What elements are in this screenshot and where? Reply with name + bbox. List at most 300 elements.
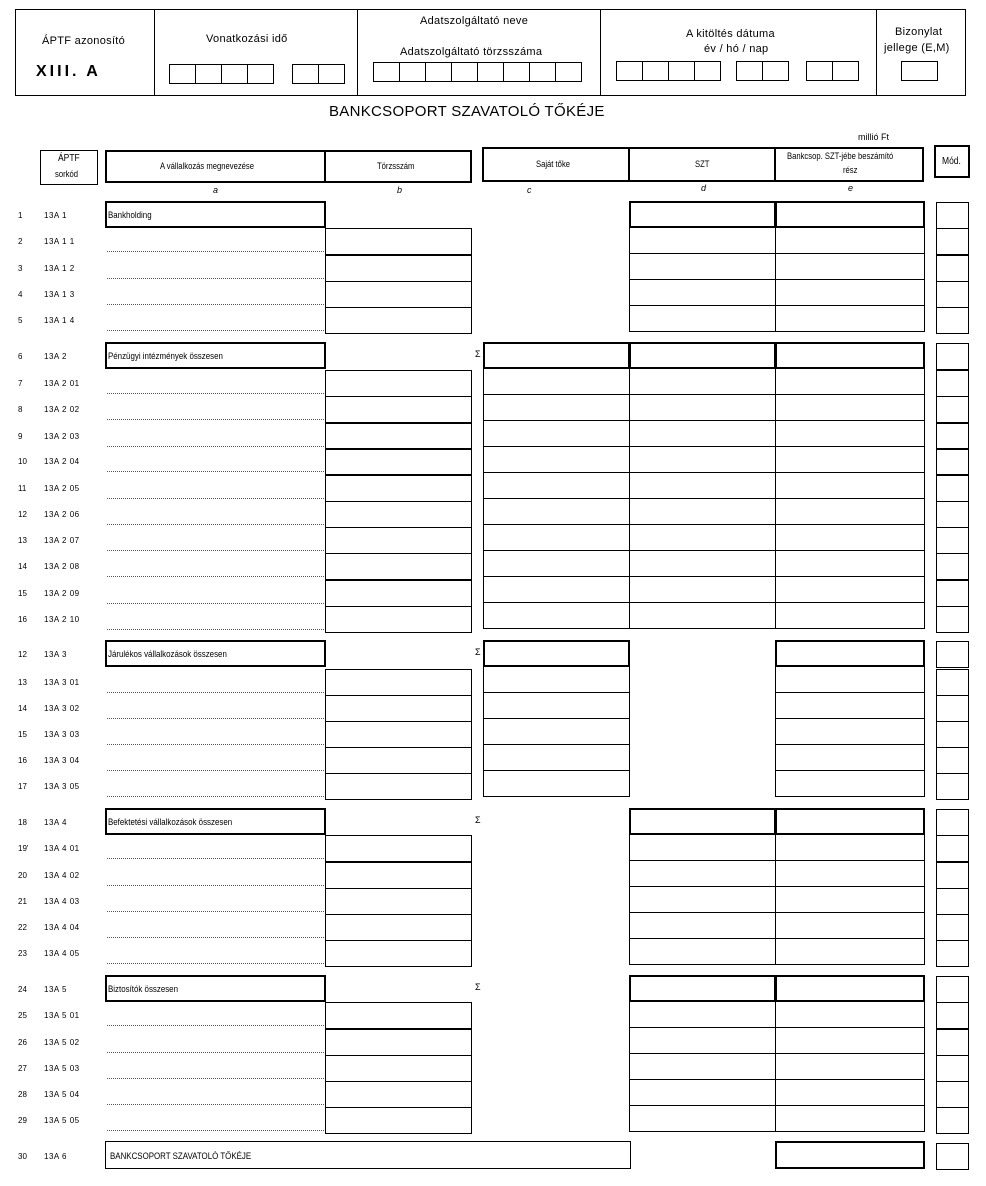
- mod-cell[interactable]: [936, 501, 969, 528]
- torzsszam-digit-box[interactable]: [555, 62, 582, 82]
- row-number: 7: [18, 379, 23, 388]
- torzsszam-cell[interactable]: [325, 721, 472, 748]
- row-number: 10: [18, 457, 27, 466]
- company-name-line[interactable]: [107, 446, 324, 447]
- col-e-total-cell[interactable]: [775, 640, 925, 667]
- torzsszam-cell[interactable]: [325, 888, 472, 915]
- col-e-total-cell[interactable]: [775, 808, 925, 835]
- row-sorkod: 13A 2 09: [44, 589, 80, 598]
- row-sorkod: 13A 2 01: [44, 379, 80, 388]
- torzsszam-cell[interactable]: [325, 370, 472, 397]
- mod-cell[interactable]: [936, 370, 969, 397]
- mod-cell[interactable]: [936, 527, 969, 554]
- col-d-cell[interactable]: [629, 912, 776, 939]
- torzsszam-cell[interactable]: [325, 1029, 472, 1056]
- col-e-cell[interactable]: [775, 305, 925, 332]
- torzsszam-cell[interactable]: [325, 669, 472, 696]
- company-name-line[interactable]: [107, 419, 324, 420]
- mod-cell[interactable]: [936, 396, 969, 423]
- col-d-cell[interactable]: [629, 886, 776, 913]
- col-c-cell[interactable]: [483, 770, 630, 797]
- company-name-line[interactable]: [107, 963, 324, 964]
- col-d-total-cell[interactable]: [629, 975, 776, 1002]
- company-name-line[interactable]: [107, 885, 324, 886]
- vonatkozasi-month-box[interactable]: [318, 64, 345, 84]
- col-d-cell[interactable]: [629, 524, 776, 551]
- vonatkozasi-year-box[interactable]: [169, 64, 196, 84]
- mod-cell[interactable]: [936, 1029, 969, 1056]
- col-d-cell[interactable]: [629, 446, 776, 473]
- company-name-line[interactable]: [107, 744, 324, 745]
- torzsszam-digit-box[interactable]: [451, 62, 478, 82]
- section-label: Pénzügyi intézmények összesen: [108, 351, 223, 361]
- col-d-cell[interactable]: [629, 834, 776, 861]
- row-number: 18: [18, 818, 27, 827]
- col-d-cell[interactable]: [629, 1001, 776, 1028]
- bizonylat-jellege-label: jellege (E,M): [884, 42, 950, 54]
- header-divider: [876, 9, 877, 96]
- torzsszam-cell[interactable]: [325, 773, 472, 800]
- row-number: 11: [18, 484, 27, 493]
- mod-cell[interactable]: [936, 888, 969, 915]
- kitoltes-datum-sub: év / hó / nap: [704, 43, 769, 55]
- col-e-cell[interactable]: [775, 394, 925, 421]
- kitoltes-month-box[interactable]: [736, 61, 763, 81]
- col-d-label: SZT: [695, 159, 710, 169]
- col-d-cell[interactable]: [629, 938, 776, 965]
- torzsszam-digit-box[interactable]: [477, 62, 504, 82]
- row-sorkod: 13A 2 04: [44, 457, 80, 466]
- row-sorkod: 13A 1 3: [44, 290, 75, 299]
- torzsszam-digit-box[interactable]: [503, 62, 530, 82]
- row-number: 16: [18, 756, 27, 765]
- unit-label: millió Ft: [858, 132, 889, 142]
- torzsszam-cell[interactable]: [325, 527, 472, 554]
- mod-cell[interactable]: [936, 606, 969, 633]
- row-sorkod: 13A 5 02: [44, 1038, 80, 1047]
- row-sorkod: 13A 3 05: [44, 782, 80, 791]
- kitoltes-month-box[interactable]: [762, 61, 789, 81]
- mod-cell[interactable]: [936, 809, 969, 836]
- company-name-line[interactable]: [107, 304, 324, 305]
- mod-cell[interactable]: [936, 228, 969, 255]
- company-name-line[interactable]: [107, 692, 324, 693]
- col-letter-d: d: [701, 183, 707, 193]
- col-e-cell[interactable]: [775, 770, 925, 797]
- bizonylat-jelleg-box[interactable]: [901, 61, 938, 81]
- row-sorkod: 13A 4 04: [44, 923, 80, 932]
- sigma-symbol: Σ: [475, 982, 481, 992]
- mod-cell[interactable]: [936, 255, 969, 282]
- col-e-cell[interactable]: [775, 227, 925, 254]
- torzsszam-cell[interactable]: [325, 914, 472, 941]
- col-d-total-cell[interactable]: [629, 342, 776, 369]
- adatszolgaltato-neve-label: Adatszolgáltató neve: [420, 15, 529, 27]
- company-name-line[interactable]: [107, 1130, 324, 1131]
- vonatkozasi-year-box[interactable]: [247, 64, 274, 84]
- col-c-total-cell[interactable]: [483, 640, 630, 667]
- col-e-cell[interactable]: [775, 576, 925, 603]
- row-number: 6: [18, 352, 23, 361]
- col-e-cell[interactable]: [775, 886, 925, 913]
- col-d-cell[interactable]: [629, 394, 776, 421]
- mod-cell[interactable]: [936, 580, 969, 607]
- col-d-cell[interactable]: [629, 368, 776, 395]
- row-number: 23: [18, 949, 27, 958]
- col-d-cell[interactable]: [629, 1027, 776, 1054]
- adatszolgaltato-torzsszam-label: Adatszolgáltató törzsszáma: [400, 46, 543, 58]
- company-name-line[interactable]: [107, 911, 324, 912]
- row-number: 16: [18, 615, 27, 624]
- mod-cell[interactable]: [936, 669, 969, 696]
- row-sorkod: 13A 2: [44, 352, 67, 361]
- torzsszam-cell[interactable]: [325, 580, 472, 607]
- kitoltes-year-box[interactable]: [642, 61, 669, 81]
- mod-cell[interactable]: [936, 1002, 969, 1029]
- row-number: 15: [18, 730, 27, 739]
- mod-cell[interactable]: [936, 1081, 969, 1108]
- col-c-cell[interactable]: [483, 602, 630, 629]
- col-d-cell[interactable]: [629, 472, 776, 499]
- company-name-line[interactable]: [107, 393, 324, 394]
- row-number: 12: [18, 650, 27, 659]
- row-number: 20: [18, 871, 27, 880]
- col-c-cell[interactable]: [483, 420, 630, 447]
- row-number: 15: [18, 589, 27, 598]
- row-number: 3: [18, 264, 23, 273]
- company-name-line[interactable]: [107, 770, 324, 771]
- col-e-total-cell[interactable]: [775, 975, 925, 1002]
- row-sorkod: 13A 1: [44, 211, 67, 220]
- total-e-cell[interactable]: [775, 1141, 925, 1169]
- col-c-cell[interactable]: [483, 472, 630, 499]
- torzsszam-digit-box[interactable]: [373, 62, 400, 82]
- torzsszam-cell[interactable]: [325, 747, 472, 774]
- torzsszam-cell[interactable]: [325, 606, 472, 633]
- page-title: BANKCSOPORT SZAVATOLÓ TŐKÉJE: [329, 103, 605, 120]
- col-letter-e: e: [848, 183, 854, 193]
- mod-cell[interactable]: [936, 202, 969, 229]
- mod-cell[interactable]: [936, 1143, 969, 1170]
- header-divider: [600, 9, 601, 96]
- company-name-line[interactable]: [107, 278, 324, 279]
- col-header-divider: [628, 147, 630, 182]
- col-c-cell[interactable]: [483, 498, 630, 525]
- col-e-cell[interactable]: [775, 602, 925, 629]
- row-sorkod: 13A 4 05: [44, 949, 80, 958]
- col-e-cell[interactable]: [775, 718, 925, 745]
- company-name-line[interactable]: [107, 330, 324, 331]
- row-sorkod: 13A 2 02: [44, 405, 80, 414]
- row-number: 28: [18, 1090, 27, 1099]
- col-d-total-cell[interactable]: [629, 808, 776, 835]
- col-d-cell[interactable]: [629, 576, 776, 603]
- row-sorkod: 13A 2 05: [44, 484, 80, 493]
- col-e-label: Bankcsop. SZT-jébe beszámító: [787, 151, 894, 161]
- vonatkozasi-year-box[interactable]: [195, 64, 222, 84]
- aptf-id-label: ÁPTF azonosító: [42, 35, 126, 47]
- mod-cell[interactable]: [936, 747, 969, 774]
- mod-cell[interactable]: [936, 721, 969, 748]
- col-header-divider: [774, 147, 776, 182]
- row-sorkod: 13A 5 01: [44, 1011, 80, 1020]
- mod-cell[interactable]: [936, 1055, 969, 1082]
- mod-cell[interactable]: [936, 641, 969, 668]
- torzsszam-cell[interactable]: [325, 1055, 472, 1082]
- col-letter-b: b: [397, 185, 403, 195]
- torzsszam-cell[interactable]: [325, 501, 472, 528]
- col-c-cell[interactable]: [483, 368, 630, 395]
- company-name-line[interactable]: [107, 629, 324, 630]
- torzsszam-cell[interactable]: [325, 255, 472, 282]
- company-name-line[interactable]: [107, 498, 324, 499]
- col-e-cell[interactable]: [775, 860, 925, 887]
- row-sorkod: 13A 3 03: [44, 730, 80, 739]
- kitoltes-year-box[interactable]: [694, 61, 721, 81]
- row-sorkod: 13A 5 05: [44, 1116, 80, 1125]
- row-number: 30: [18, 1152, 27, 1161]
- row-number: 14: [18, 562, 27, 571]
- row-number: 25: [18, 1011, 27, 1020]
- col-a-label: A vállalkozás megnevezése: [160, 161, 254, 171]
- mod-cell[interactable]: [936, 448, 969, 475]
- mod-cell[interactable]: [936, 695, 969, 722]
- row-number: 13: [18, 536, 27, 545]
- company-name-line[interactable]: [107, 550, 324, 551]
- header-divider: [154, 9, 155, 96]
- col-e-cell[interactable]: [775, 1105, 925, 1132]
- mod-cell[interactable]: [936, 835, 969, 862]
- row-sorkod: 13A 3 02: [44, 704, 80, 713]
- col-e-cell[interactable]: [775, 1079, 925, 1106]
- col-e-cell[interactable]: [775, 938, 925, 965]
- total-row-label: BANKCSOPORT SZAVATOLÓ TŐKÉJE: [110, 1151, 252, 1161]
- col-c-cell[interactable]: [483, 576, 630, 603]
- col-c-cell[interactable]: [483, 666, 630, 693]
- col-e-cell[interactable]: [775, 472, 925, 499]
- torzsszam-cell[interactable]: [325, 281, 472, 308]
- section-label: Biztosítók összesen: [108, 984, 179, 994]
- col-e-cell[interactable]: [775, 253, 925, 280]
- kitoltes-day-box[interactable]: [832, 61, 859, 81]
- col-d-cell[interactable]: [629, 227, 776, 254]
- col-e-cell[interactable]: [775, 550, 925, 577]
- aptf-id-value: XIII. A: [36, 63, 101, 80]
- torzsszam-cell[interactable]: [325, 1081, 472, 1108]
- company-name-line[interactable]: [107, 576, 324, 577]
- row-number: 4: [18, 290, 23, 299]
- company-name-line[interactable]: [107, 718, 324, 719]
- col-d-cell[interactable]: [629, 602, 776, 629]
- row-number: 19': [18, 844, 29, 853]
- company-name-line[interactable]: [107, 524, 324, 525]
- torzsszam-cell[interactable]: [325, 396, 472, 423]
- col-d-cell[interactable]: [629, 860, 776, 887]
- mod-cell[interactable]: [936, 281, 969, 308]
- col-c-cell[interactable]: [483, 744, 630, 771]
- col-e-cell[interactable]: [775, 692, 925, 719]
- mod-cell[interactable]: [936, 976, 969, 1003]
- sigma-symbol: Σ: [475, 647, 481, 657]
- torzsszam-digit-box[interactable]: [399, 62, 426, 82]
- torzsszam-cell[interactable]: [325, 835, 472, 862]
- col-e-cell[interactable]: [775, 446, 925, 473]
- col-d-cell[interactable]: [629, 305, 776, 332]
- row-sorkod: 13A 4: [44, 818, 67, 827]
- row-number: 17: [18, 782, 27, 791]
- col-e-total-cell[interactable]: [775, 201, 925, 228]
- col-mod-label: Mód.: [942, 156, 961, 167]
- kitoltes-day-box[interactable]: [806, 61, 833, 81]
- company-name-line[interactable]: [107, 796, 324, 797]
- col-d-cell[interactable]: [629, 1053, 776, 1080]
- col-d-cell[interactable]: [629, 253, 776, 280]
- company-name-line[interactable]: [107, 251, 324, 252]
- torzsszam-digit-box[interactable]: [529, 62, 556, 82]
- mod-cell[interactable]: [936, 343, 969, 370]
- kitoltes-datum-label: A kitöltés dátuma: [686, 28, 775, 40]
- row-sorkod: 13A 2 06: [44, 510, 80, 519]
- col-e-cell[interactable]: [775, 498, 925, 525]
- row-number: 8: [18, 405, 23, 414]
- row-sorkod: 13A 2 07: [44, 536, 80, 545]
- mod-cell[interactable]: [936, 773, 969, 800]
- sigma-symbol: Σ: [475, 815, 481, 825]
- kitoltes-year-box[interactable]: [616, 61, 643, 81]
- row-number: 21: [18, 897, 27, 906]
- row-sorkod: 13A 4 03: [44, 897, 80, 906]
- col-e-cell[interactable]: [775, 368, 925, 395]
- col-e-cell[interactable]: [775, 420, 925, 447]
- row-number: 13: [18, 678, 27, 687]
- company-name-line[interactable]: [107, 937, 324, 938]
- company-name-line[interactable]: [107, 1052, 324, 1053]
- torzsszam-cell[interactable]: [325, 1002, 472, 1029]
- col-d-cell[interactable]: [629, 1105, 776, 1132]
- vonatkozasi-year-box[interactable]: [221, 64, 248, 84]
- torzsszam-cell[interactable]: [325, 307, 472, 334]
- col-c-cell[interactable]: [483, 718, 630, 745]
- torzsszam-cell[interactable]: [325, 448, 472, 475]
- col-d-cell[interactable]: [629, 420, 776, 447]
- torzsszam-digit-box[interactable]: [425, 62, 452, 82]
- row-number: 9: [18, 432, 23, 441]
- row-sorkod: 13A 3: [44, 650, 67, 659]
- col-b-label: Törzsszám: [377, 161, 415, 171]
- col-e-cell[interactable]: [775, 524, 925, 551]
- col-e-cell[interactable]: [775, 666, 925, 693]
- bizonylat-label: Bizonylat: [895, 26, 943, 38]
- company-name-line[interactable]: [107, 1078, 324, 1079]
- col-d-total-cell[interactable]: [629, 201, 776, 228]
- row-sorkod: 13A 5 03: [44, 1064, 80, 1073]
- row-sorkod: 13A 1 1: [44, 237, 75, 246]
- col-e-cell[interactable]: [775, 1053, 925, 1080]
- company-name-line[interactable]: [107, 1025, 324, 1026]
- row-number: 12: [18, 510, 27, 519]
- col-sorkod-label: sorkód: [55, 169, 78, 179]
- col-e-cell[interactable]: [775, 279, 925, 306]
- col-letter-c: c: [527, 185, 532, 195]
- header-divider: [357, 9, 358, 96]
- row-sorkod: 13A 4 01: [44, 844, 80, 853]
- torzsszam-cell[interactable]: [325, 423, 472, 450]
- vonatkozasi-ido-label: Vonatkozási idő: [206, 33, 288, 45]
- row-number: 1: [18, 211, 23, 220]
- mod-cell[interactable]: [936, 553, 969, 580]
- torzsszam-cell[interactable]: [325, 862, 472, 889]
- col-d-cell[interactable]: [629, 498, 776, 525]
- torzsszam-cell[interactable]: [325, 695, 472, 722]
- vonatkozasi-month-box[interactable]: [292, 64, 319, 84]
- col-d-cell[interactable]: [629, 1079, 776, 1106]
- row-sorkod: 13A 6: [44, 1152, 67, 1161]
- row-sorkod: 13A 5 04: [44, 1090, 80, 1099]
- torzsszam-cell[interactable]: [325, 940, 472, 967]
- row-sorkod: 13A 1 4: [44, 316, 75, 325]
- col-d-cell[interactable]: [629, 279, 776, 306]
- torzsszam-cell[interactable]: [325, 228, 472, 255]
- row-number: 14: [18, 704, 27, 713]
- col-e-total-cell[interactable]: [775, 342, 925, 369]
- row-sorkod: 13A 5: [44, 985, 67, 994]
- col-c-label: Saját tőke: [536, 159, 571, 169]
- mod-cell[interactable]: [936, 307, 969, 334]
- mod-cell[interactable]: [936, 862, 969, 889]
- kitoltes-year-box[interactable]: [668, 61, 695, 81]
- company-name-line[interactable]: [107, 858, 324, 859]
- torzsszam-cell[interactable]: [325, 553, 472, 580]
- company-name-line[interactable]: [107, 471, 324, 472]
- row-number: 22: [18, 923, 27, 932]
- col-c-cell[interactable]: [483, 446, 630, 473]
- col-c-cell[interactable]: [483, 524, 630, 551]
- col-c-cell[interactable]: [483, 692, 630, 719]
- mod-cell[interactable]: [936, 423, 969, 450]
- col-c-total-cell[interactable]: [483, 342, 630, 369]
- mod-cell[interactable]: [936, 940, 969, 967]
- col-e-cell[interactable]: [775, 912, 925, 939]
- col-e-cell[interactable]: [775, 1001, 925, 1028]
- col-letter-a: a: [213, 185, 219, 195]
- row-number: 5: [18, 316, 23, 325]
- company-name-line[interactable]: [107, 603, 324, 604]
- section-label: Bankholding: [108, 210, 152, 220]
- mod-cell[interactable]: [936, 914, 969, 941]
- mod-cell[interactable]: [936, 475, 969, 502]
- torzsszam-cell[interactable]: [325, 1107, 472, 1134]
- col-c-cell[interactable]: [483, 394, 630, 421]
- col-e-cell[interactable]: [775, 834, 925, 861]
- col-d-cell[interactable]: [629, 550, 776, 577]
- row-sorkod: 13A 1 2: [44, 264, 75, 273]
- row-number: 26: [18, 1038, 27, 1047]
- torzsszam-cell[interactable]: [325, 475, 472, 502]
- sigma-symbol: Σ: [475, 349, 481, 359]
- mod-cell[interactable]: [936, 1107, 969, 1134]
- row-sorkod: 13A 2 10: [44, 615, 80, 624]
- row-number: 27: [18, 1064, 27, 1073]
- col-header-divider: [324, 150, 326, 183]
- col-c-cell[interactable]: [483, 550, 630, 577]
- row-sorkod: 13A 3 01: [44, 678, 80, 687]
- row-sorkod: 13A 4 02: [44, 871, 80, 880]
- col-e-cell[interactable]: [775, 1027, 925, 1054]
- row-sorkod: 13A 2 08: [44, 562, 80, 571]
- section-label: Befektetési vállalkozások összesen: [108, 817, 233, 827]
- col-e-cell[interactable]: [775, 744, 925, 771]
- company-name-line[interactable]: [107, 1104, 324, 1105]
